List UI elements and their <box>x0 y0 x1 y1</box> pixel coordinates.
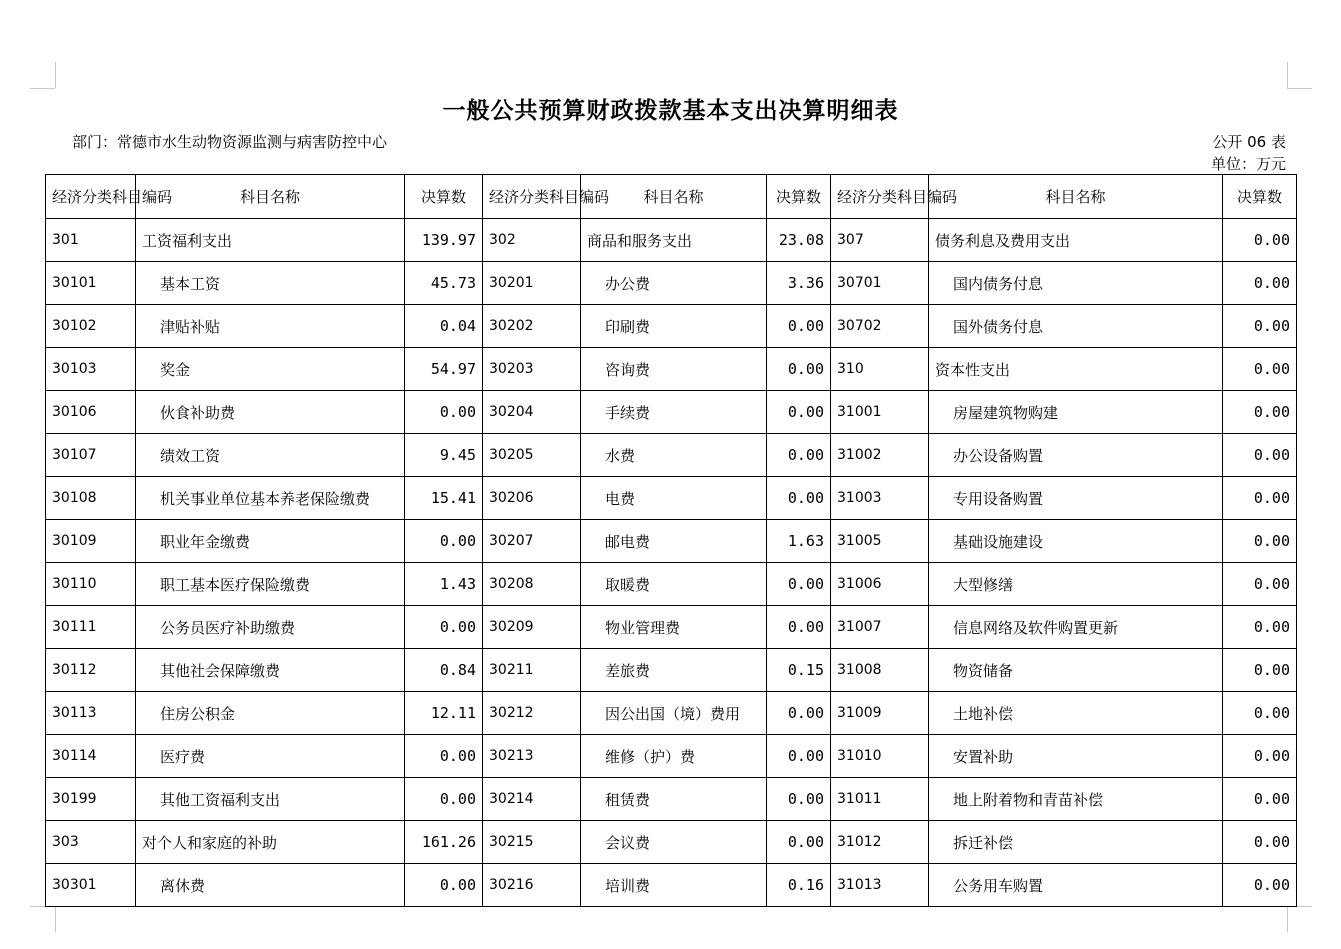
name-cell: 房屋建筑物购建 <box>929 391 1223 434</box>
amount-cell: 0.00 <box>1223 821 1297 864</box>
code-cell: 30201 <box>483 262 581 305</box>
document-title: 一般公共预算财政拨款基本支出决算明细表 <box>442 98 899 124</box>
code-cell: 30103 <box>46 348 136 391</box>
code-cell: 31012 <box>831 821 929 864</box>
code-cell: 30108 <box>46 477 136 520</box>
name-cell: 其他工资福利支出 <box>136 778 405 821</box>
amount-cell: 0.15 <box>767 649 831 692</box>
amount-cell: 0.00 <box>405 391 483 434</box>
name-cell: 大型修缮 <box>929 563 1223 606</box>
page-guide-bottom-left <box>55 906 56 932</box>
code-cell: 31010 <box>831 735 929 778</box>
name-cell: 物业管理费 <box>581 606 767 649</box>
code-cell: 303 <box>46 821 136 864</box>
code-cell: 31008 <box>831 649 929 692</box>
amount-cell: 9.45 <box>405 434 483 477</box>
amount-cell: 0.84 <box>405 649 483 692</box>
code-cell: 31003 <box>831 477 929 520</box>
amount-cell: 0.00 <box>1223 262 1297 305</box>
table-row <box>46 606 1297 649</box>
name-cell: 国外债务付息 <box>929 305 1223 348</box>
code-cell: 30102 <box>46 305 136 348</box>
name-cell: 电费 <box>581 477 767 520</box>
amount-cell: 0.00 <box>1223 520 1297 563</box>
table-row <box>46 735 1297 778</box>
name-cell: 职工基本医疗保险缴费 <box>136 563 405 606</box>
name-cell: 绩效工资 <box>136 434 405 477</box>
header-amount: 决算数 <box>405 175 483 219</box>
name-cell: 信息网络及软件购置更新 <box>929 606 1223 649</box>
expenditure-table <box>45 174 1297 907</box>
name-cell: 咨询费 <box>581 348 767 391</box>
code-cell: 30301 <box>46 864 136 907</box>
amount-cell: 0.00 <box>767 305 831 348</box>
name-cell: 基础设施建设 <box>929 520 1223 563</box>
name-cell: 物资储备 <box>929 649 1223 692</box>
amount-cell: 45.73 <box>405 262 483 305</box>
amount-cell: 0.00 <box>1223 735 1297 778</box>
table-row <box>46 434 1297 477</box>
amount-cell: 1.63 <box>767 520 831 563</box>
code-cell: 31007 <box>831 606 929 649</box>
table-row <box>46 219 1297 262</box>
name-cell: 其他社会保障缴费 <box>136 649 405 692</box>
name-cell: 离休费 <box>136 864 405 907</box>
page-guide-bottom-right <box>1287 906 1288 932</box>
amount-cell: 0.00 <box>405 778 483 821</box>
code-cell: 30203 <box>483 348 581 391</box>
name-cell: 维修（护）费 <box>581 735 767 778</box>
amount-cell: 0.00 <box>767 821 831 864</box>
page-guide-top-left <box>55 62 56 88</box>
amount-cell: 0.00 <box>1223 606 1297 649</box>
table-row <box>46 649 1297 692</box>
table-row <box>46 821 1297 864</box>
name-cell: 专用设备购置 <box>929 477 1223 520</box>
name-cell: 机关事业单位基本养老保险缴费 <box>136 477 405 520</box>
name-cell: 印刷费 <box>581 305 767 348</box>
code-cell: 31009 <box>831 692 929 735</box>
amount-cell: 3.36 <box>767 262 831 305</box>
code-cell: 30214 <box>483 778 581 821</box>
code-cell: 302 <box>483 219 581 262</box>
amount-cell: 0.00 <box>1223 348 1297 391</box>
code-cell: 31001 <box>831 391 929 434</box>
code-cell: 310 <box>831 348 929 391</box>
amount-cell: 0.00 <box>405 606 483 649</box>
code-cell: 30207 <box>483 520 581 563</box>
name-cell: 办公设备购置 <box>929 434 1223 477</box>
amount-cell: 0.00 <box>767 563 831 606</box>
amount-cell: 0.00 <box>1223 692 1297 735</box>
name-cell: 国内债务付息 <box>929 262 1223 305</box>
name-cell: 商品和服务支出 <box>581 219 767 262</box>
code-cell: 30110 <box>46 563 136 606</box>
amount-cell: 0.00 <box>767 606 831 649</box>
amount-cell: 12.11 <box>405 692 483 735</box>
amount-cell: 0.00 <box>767 735 831 778</box>
code-cell: 30205 <box>483 434 581 477</box>
amount-cell: 54.97 <box>405 348 483 391</box>
table-body <box>46 219 1297 907</box>
code-cell: 30106 <box>46 391 136 434</box>
amount-cell: 161.26 <box>405 821 483 864</box>
name-cell: 公务用车购置 <box>929 864 1223 907</box>
amount-cell: 0.00 <box>1223 391 1297 434</box>
table-row <box>46 520 1297 563</box>
name-cell: 水费 <box>581 434 767 477</box>
name-cell: 取暖费 <box>581 563 767 606</box>
table-row <box>46 692 1297 735</box>
amount-cell: 15.41 <box>405 477 483 520</box>
header-code: 经济分类科目编码 <box>483 175 581 219</box>
code-cell: 30702 <box>831 305 929 348</box>
amount-cell: 0.00 <box>1223 864 1297 907</box>
code-cell: 30199 <box>46 778 136 821</box>
form-number: 公开 06 表 <box>1212 133 1286 151</box>
code-cell: 30208 <box>483 563 581 606</box>
table-row <box>46 563 1297 606</box>
amount-cell: 0.00 <box>767 692 831 735</box>
amount-cell: 0.00 <box>1223 778 1297 821</box>
amount-cell: 0.00 <box>1223 563 1297 606</box>
header-amount: 决算数 <box>767 175 831 219</box>
name-cell: 医疗费 <box>136 735 405 778</box>
code-cell: 30216 <box>483 864 581 907</box>
amount-cell: 0.00 <box>767 477 831 520</box>
code-cell: 31002 <box>831 434 929 477</box>
code-cell: 30101 <box>46 262 136 305</box>
header-name: 科目名称 <box>929 175 1223 219</box>
code-cell: 30111 <box>46 606 136 649</box>
name-cell: 资本性支出 <box>929 348 1223 391</box>
name-cell: 租赁费 <box>581 778 767 821</box>
amount-cell: 0.00 <box>1223 434 1297 477</box>
table-row <box>46 477 1297 520</box>
code-cell: 30113 <box>46 692 136 735</box>
name-cell: 住房公积金 <box>136 692 405 735</box>
code-cell: 30213 <box>483 735 581 778</box>
table-row <box>46 305 1297 348</box>
amount-cell: 23.08 <box>767 219 831 262</box>
amount-cell: 0.00 <box>405 735 483 778</box>
department-label: 部门：常德市水生动物资源监测与病害防控中心 <box>72 133 388 151</box>
amount-cell: 0.00 <box>767 434 831 477</box>
code-cell: 307 <box>831 219 929 262</box>
amount-cell: 139.97 <box>405 219 483 262</box>
amount-cell: 0.00 <box>767 391 831 434</box>
header-name: 科目名称 <box>136 175 405 219</box>
name-cell: 培训费 <box>581 864 767 907</box>
amount-cell: 0.04 <box>405 305 483 348</box>
name-cell: 对个人和家庭的补助 <box>136 821 405 864</box>
code-cell: 30701 <box>831 262 929 305</box>
amount-cell: 0.16 <box>767 864 831 907</box>
code-cell: 30109 <box>46 520 136 563</box>
name-cell: 工资福利支出 <box>136 219 405 262</box>
header-name: 科目名称 <box>581 175 767 219</box>
name-cell: 因公出国（境）费用 <box>581 692 767 735</box>
name-cell: 公务员医疗补助缴费 <box>136 606 405 649</box>
table-row <box>46 391 1297 434</box>
amount-cell: 0.00 <box>767 778 831 821</box>
amount-cell: 0.00 <box>1223 649 1297 692</box>
amount-cell: 0.00 <box>767 348 831 391</box>
unit-label: 单位：万元 <box>1210 155 1286 173</box>
code-cell: 31005 <box>831 520 929 563</box>
name-cell: 职业年金缴费 <box>136 520 405 563</box>
table-row <box>46 864 1297 907</box>
table-row <box>46 348 1297 391</box>
code-cell: 30107 <box>46 434 136 477</box>
name-cell: 手续费 <box>581 391 767 434</box>
amount-cell: 0.00 <box>1223 477 1297 520</box>
name-cell: 安置补助 <box>929 735 1223 778</box>
code-cell: 30209 <box>483 606 581 649</box>
amount-cell: 0.00 <box>405 520 483 563</box>
table-row <box>46 262 1297 305</box>
code-cell: 30212 <box>483 692 581 735</box>
name-cell: 地上附着物和青苗补偿 <box>929 778 1223 821</box>
header-code: 经济分类科目编码 <box>46 175 136 219</box>
name-cell: 伙食补助费 <box>136 391 405 434</box>
header-code: 经济分类科目编码 <box>831 175 929 219</box>
amount-cell: 0.00 <box>1223 305 1297 348</box>
code-cell: 301 <box>46 219 136 262</box>
name-cell: 拆迁补偿 <box>929 821 1223 864</box>
code-cell: 30215 <box>483 821 581 864</box>
name-cell: 差旅费 <box>581 649 767 692</box>
name-cell: 邮电费 <box>581 520 767 563</box>
header-amount: 决算数 <box>1223 175 1297 219</box>
name-cell: 土地补偿 <box>929 692 1223 735</box>
code-cell: 30114 <box>46 735 136 778</box>
code-cell: 30204 <box>483 391 581 434</box>
amount-cell: 1.43 <box>405 563 483 606</box>
name-cell: 办公费 <box>581 262 767 305</box>
page-guide-top-right <box>1287 62 1288 88</box>
code-cell: 30206 <box>483 477 581 520</box>
name-cell: 基本工资 <box>136 262 405 305</box>
amount-cell: 0.00 <box>405 864 483 907</box>
name-cell: 会议费 <box>581 821 767 864</box>
page-guide-top-right-h <box>1287 88 1312 89</box>
table-row <box>46 778 1297 821</box>
name-cell: 津贴补贴 <box>136 305 405 348</box>
page-guide-top-left-h <box>30 88 55 89</box>
name-cell: 债务利息及费用支出 <box>929 219 1223 262</box>
code-cell: 30211 <box>483 649 581 692</box>
code-cell: 31011 <box>831 778 929 821</box>
name-cell: 奖金 <box>136 348 405 391</box>
table-header-row <box>46 175 1297 219</box>
code-cell: 31013 <box>831 864 929 907</box>
code-cell: 30202 <box>483 305 581 348</box>
code-cell: 30112 <box>46 649 136 692</box>
code-cell: 31006 <box>831 563 929 606</box>
amount-cell: 0.00 <box>1223 219 1297 262</box>
